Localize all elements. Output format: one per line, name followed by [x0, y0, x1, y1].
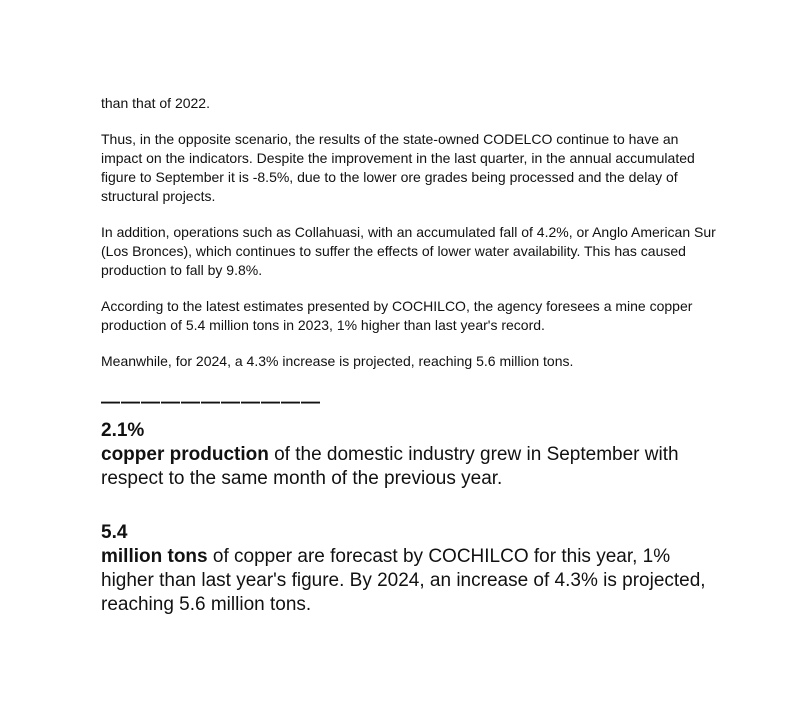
- stat-description: [101, 545, 721, 617]
- body-paragraph: Thus, in the opposite scenario, the results of the state-owned CODELCO continue to have an impact on the indicators. Despite the improvement in the last quarter, in the annual accumulated figure to September it is -8.5%, due to the lower ore grades being processed and the delay of structural projects.: [101, 131, 695, 204]
- stat-value: 2.1%: [101, 420, 145, 441]
- section-divider: ———————————: [101, 392, 321, 413]
- body-paragraph: In addition, operations such as Collahuasi, with an accumulated fall of 4.2%, or Anglo American Sur (Los Bronces), which continues to suffer the effects of lower water availability. This has caused production to fall by 9.8%.: [101, 224, 716, 278]
- stat-lead: million tons: [101, 546, 208, 567]
- body-paragraph: According to the latest estimates presented by COCHILCO, the agency foresees a mine copper production of 5.4 million tons in 2023, 1% higher than last year's record.: [101, 298, 693, 333]
- stat-lead: copper production: [101, 444, 269, 465]
- stat-block-copper-production: [101, 419, 721, 491]
- document-page: [101, 94, 721, 617]
- body-paragraph: than that of 2022.: [101, 95, 210, 111]
- stat-text: of the domestic industry grew in September with respect to the same month of the previous year.: [101, 444, 679, 489]
- stat-value: 5.4: [101, 522, 128, 543]
- stat-description: [101, 443, 721, 491]
- body-paragraph: Meanwhile, for 2024, a 4.3% increase is projected, reaching 5.6 million tons.: [101, 353, 574, 369]
- stat-block-million-tons: [101, 521, 721, 617]
- stat-text: of copper are forecast by COCHILCO for this year, 1% higher than last year's figure. By 2024, an increase of 4.3% is projected, reaching 5.6 million tons.: [101, 546, 706, 615]
